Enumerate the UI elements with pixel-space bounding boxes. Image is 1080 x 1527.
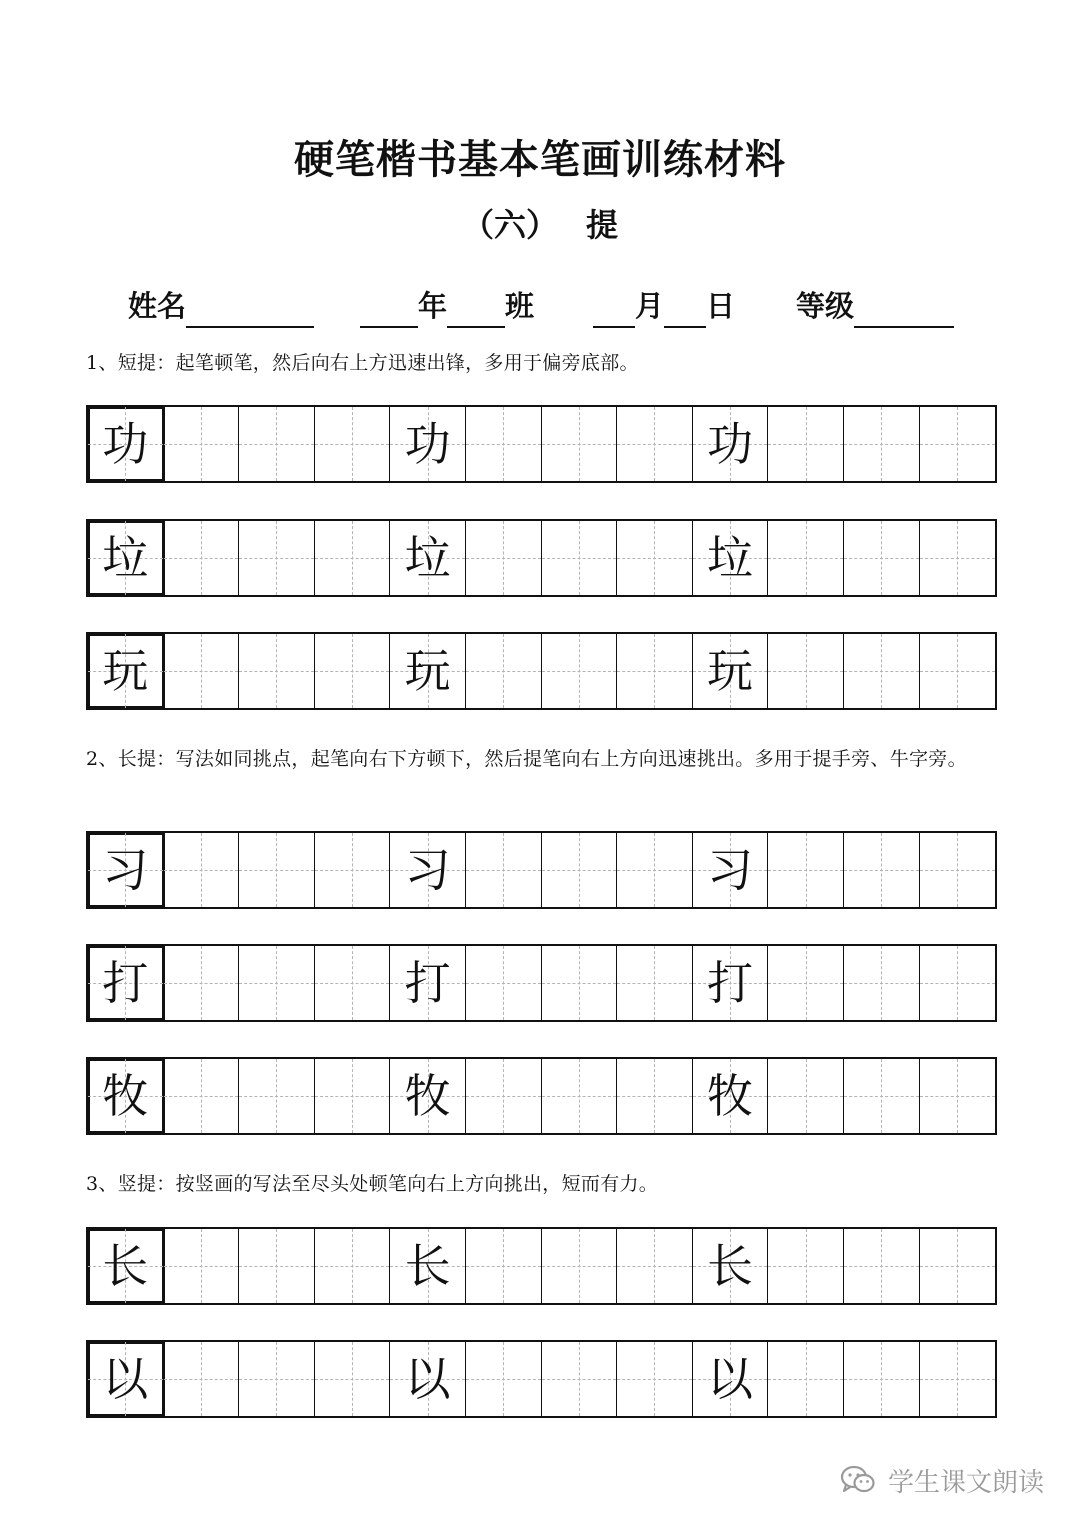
practice-cell[interactable] [844, 1342, 920, 1416]
model-character: 以 [707, 1352, 754, 1406]
practice-cell[interactable] [920, 634, 996, 708]
practice-cell[interactable] [164, 634, 240, 708]
practice-cell[interactable] [542, 1059, 618, 1133]
practice-cell[interactable] [164, 1229, 240, 1303]
practice-cell[interactable] [844, 946, 920, 1020]
practice-cell [390, 833, 466, 907]
practice-cell [88, 521, 164, 595]
month-blank[interactable] [593, 292, 635, 328]
practice-cell[interactable] [617, 634, 693, 708]
practice-cell[interactable] [239, 521, 315, 595]
class-blank[interactable] [447, 292, 505, 328]
practice-cell[interactable] [768, 1342, 844, 1416]
practice-row [86, 1340, 997, 1418]
practice-cell [693, 407, 769, 481]
practice-row [86, 1227, 997, 1305]
practice-cell[interactable] [844, 521, 920, 595]
practice-cell[interactable] [466, 1059, 542, 1133]
grade-label: 年 [418, 289, 448, 323]
practice-cell[interactable] [617, 946, 693, 1020]
model-character: 长 [707, 1239, 754, 1293]
practice-cell[interactable] [315, 946, 391, 1020]
practice-row [86, 519, 997, 597]
practice-cell[interactable] [315, 1342, 391, 1416]
practice-cell[interactable] [768, 521, 844, 595]
practice-cell[interactable] [768, 407, 844, 481]
practice-cell[interactable] [542, 1229, 618, 1303]
practice-row [86, 405, 997, 483]
practice-cell [390, 1229, 466, 1303]
practice-cell[interactable] [617, 521, 693, 595]
day-label: 日 [706, 289, 736, 323]
practice-cell[interactable] [164, 407, 240, 481]
practice-cell [390, 634, 466, 708]
practice-cell[interactable] [617, 1229, 693, 1303]
practice-cell[interactable] [617, 407, 693, 481]
practice-cell[interactable] [164, 833, 240, 907]
name-field[interactable] [128, 284, 314, 328]
grade-blank[interactable] [360, 292, 418, 328]
practice-cell [693, 1059, 769, 1133]
model-character: 牧 [102, 1069, 149, 1123]
practice-cell[interactable] [768, 833, 844, 907]
practice-cell[interactable] [315, 1059, 391, 1133]
practice-cell[interactable] [768, 1059, 844, 1133]
practice-cell[interactable] [768, 1229, 844, 1303]
model-character: 功 [707, 417, 754, 471]
month-label: 月 [635, 289, 665, 323]
practice-cell [88, 407, 164, 481]
practice-cell[interactable] [315, 833, 391, 907]
practice-cell [390, 1342, 466, 1416]
practice-cell[interactable] [466, 1229, 542, 1303]
practice-cell[interactable] [164, 1342, 240, 1416]
practice-cell[interactable] [466, 1342, 542, 1416]
practice-cell[interactable] [920, 1229, 996, 1303]
practice-cell [390, 521, 466, 595]
practice-cell[interactable] [844, 1059, 920, 1133]
level-field[interactable] [796, 284, 954, 328]
practice-cell[interactable] [844, 833, 920, 907]
practice-cell[interactable] [542, 634, 618, 708]
practice-cell [88, 1342, 164, 1416]
practice-cell[interactable] [920, 833, 996, 907]
practice-cell[interactable] [542, 521, 618, 595]
watermark [840, 1460, 1044, 1500]
section-2-description: 2、长提：写法如同挑点，起笔向右下方顿下，然后提笔向右上方向迅速挑出。多用于提手旁、牛字旁。 [86, 748, 967, 770]
practice-row [86, 831, 997, 909]
practice-cell [390, 1059, 466, 1133]
practice-cell[interactable] [844, 407, 920, 481]
class-label: 班 [505, 289, 535, 323]
practice-cell[interactable] [164, 946, 240, 1020]
model-character: 垃 [404, 531, 451, 585]
practice-cell[interactable] [920, 1059, 996, 1133]
model-character: 习 [102, 843, 149, 897]
subtitle-number: （六） [461, 206, 558, 244]
model-character: 玩 [102, 644, 149, 698]
practice-cell[interactable] [239, 634, 315, 708]
practice-cell[interactable] [542, 946, 618, 1020]
practice-cell[interactable] [315, 521, 391, 595]
page-title: 硬笔楷书基本笔画训练材料 [294, 136, 786, 183]
day-blank[interactable] [664, 292, 706, 328]
practice-cell[interactable] [466, 833, 542, 907]
practice-cell[interactable] [617, 1342, 693, 1416]
practice-cell[interactable] [239, 1342, 315, 1416]
model-character: 垃 [102, 531, 149, 585]
model-character: 打 [102, 956, 149, 1010]
model-character: 牧 [707, 1069, 754, 1123]
watermark-text: 学生课文朗读 [887, 1467, 1044, 1498]
practice-cell[interactable] [920, 1342, 996, 1416]
practice-cell[interactable] [617, 833, 693, 907]
practice-cell [390, 407, 466, 481]
practice-cell [693, 946, 769, 1020]
level-blank[interactable] [854, 292, 954, 328]
practice-cell [693, 1229, 769, 1303]
name-blank[interactable] [186, 292, 314, 328]
practice-cell [693, 634, 769, 708]
model-character: 功 [404, 417, 451, 471]
practice-cell[interactable] [239, 1059, 315, 1133]
practice-cell[interactable] [164, 1059, 240, 1133]
date-field[interactable] [593, 284, 735, 328]
practice-cell[interactable] [542, 407, 618, 481]
section-3-description: 3、竖提：按竖画的写法至尽头处顿笔向右上方向挑出，短而有力。 [86, 1173, 659, 1195]
practice-cell [88, 946, 164, 1020]
practice-row [86, 1057, 997, 1135]
practice-cell[interactable] [466, 407, 542, 481]
practice-cell[interactable] [239, 1229, 315, 1303]
model-character: 垃 [707, 531, 754, 585]
model-character: 习 [707, 843, 754, 897]
model-character: 打 [707, 956, 754, 1010]
practice-cell[interactable] [542, 1342, 618, 1416]
practice-cell[interactable] [920, 521, 996, 595]
model-character: 玩 [707, 644, 754, 698]
model-character: 以 [404, 1352, 451, 1406]
practice-cell[interactable] [768, 634, 844, 708]
practice-cell[interactable] [239, 946, 315, 1020]
practice-cell [693, 521, 769, 595]
model-character: 以 [102, 1352, 149, 1406]
practice-row [86, 944, 997, 1022]
practice-cell[interactable] [920, 407, 996, 481]
practice-cell[interactable] [315, 407, 391, 481]
practice-cell[interactable] [844, 634, 920, 708]
model-character: 玩 [404, 644, 451, 698]
practice-cell [693, 1342, 769, 1416]
practice-cell[interactable] [164, 521, 240, 595]
practice-row [86, 632, 997, 710]
page-subtitle [0, 200, 1080, 246]
practice-cell [693, 833, 769, 907]
practice-cell [88, 634, 164, 708]
practice-cell[interactable] [617, 1059, 693, 1133]
practice-cell [88, 833, 164, 907]
practice-cell[interactable] [542, 833, 618, 907]
grade-field[interactable] [360, 284, 534, 328]
practice-cell [88, 1229, 164, 1303]
practice-cell[interactable] [920, 946, 996, 1020]
practice-cell[interactable] [768, 946, 844, 1020]
practice-cell[interactable] [466, 946, 542, 1020]
model-character: 打 [404, 956, 451, 1010]
practice-cell [390, 946, 466, 1020]
model-character: 牧 [404, 1069, 451, 1123]
practice-cell[interactable] [315, 634, 391, 708]
subtitle-stroke: 提 [586, 206, 619, 244]
practice-cell[interactable] [466, 521, 542, 595]
section-1-description: 1、短提：起笔顿笔，然后向右上方迅速出锋，多用于偏旁底部。 [86, 352, 639, 374]
level-label: 等级 [796, 289, 855, 323]
practice-cell[interactable] [239, 407, 315, 481]
name-label: 姓名 [128, 289, 187, 323]
model-character: 长 [404, 1239, 451, 1293]
wechat-icon [840, 1465, 876, 1495]
model-character: 功 [102, 417, 149, 471]
model-character: 习 [404, 843, 451, 897]
practice-cell[interactable] [315, 1229, 391, 1303]
model-character: 长 [102, 1239, 149, 1293]
practice-cell [88, 1059, 164, 1133]
practice-cell[interactable] [844, 1229, 920, 1303]
practice-cell[interactable] [239, 833, 315, 907]
practice-cell[interactable] [466, 634, 542, 708]
